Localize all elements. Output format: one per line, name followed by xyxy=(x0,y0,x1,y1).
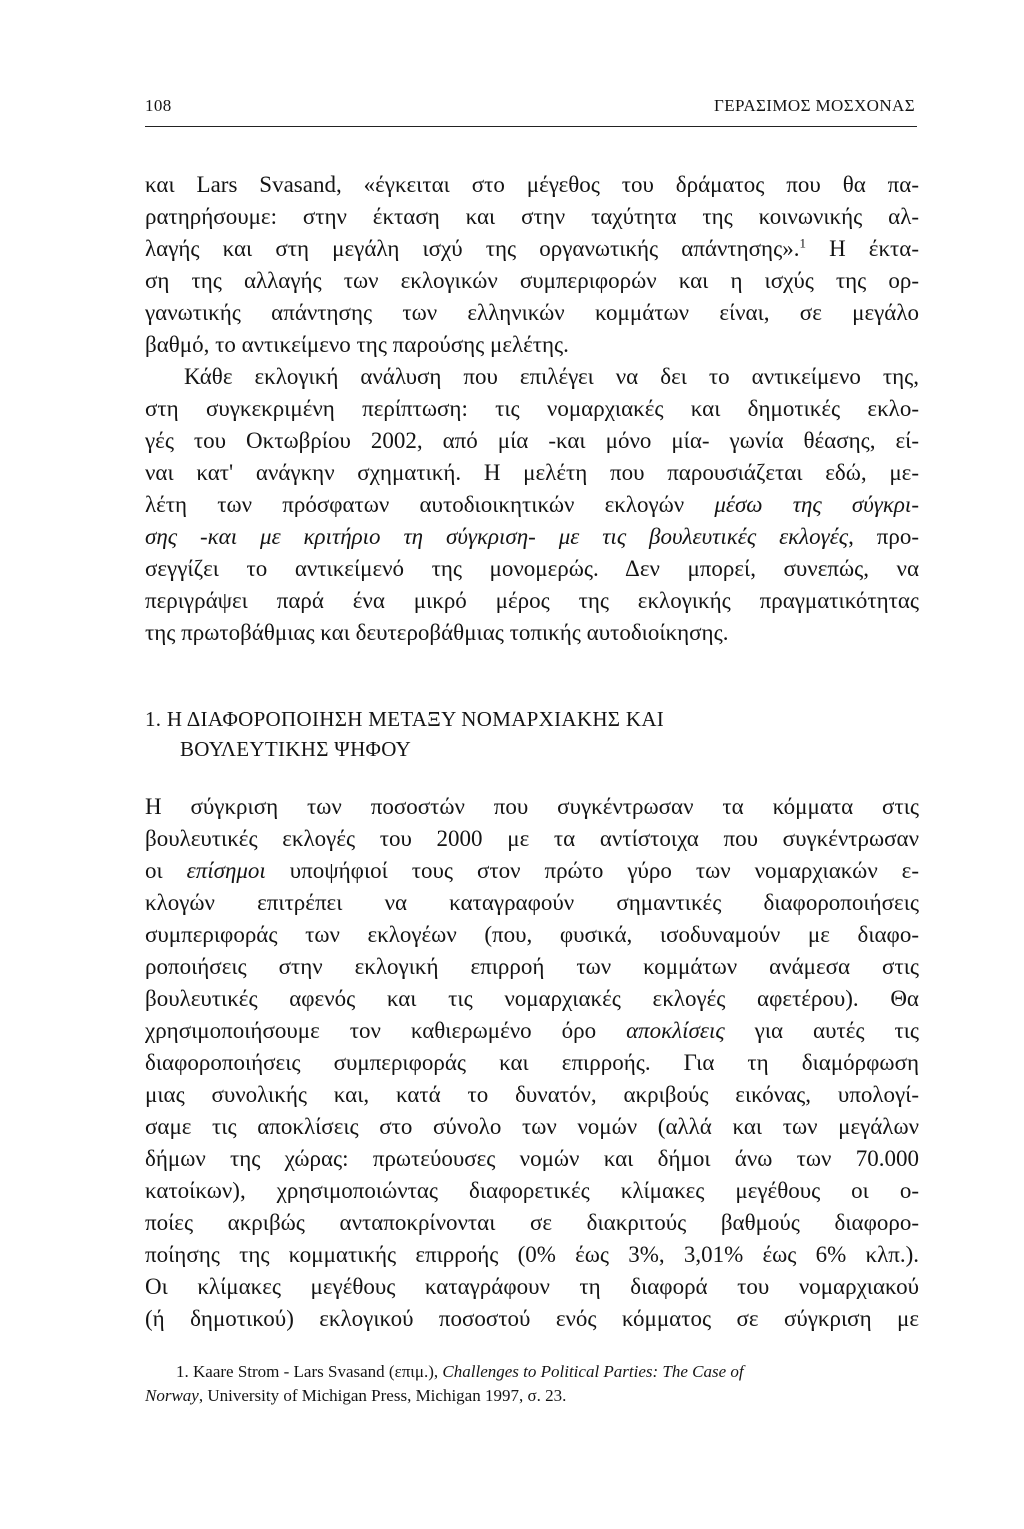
paragraph-line: δήμων της χώρας: πρωτεύουσες νομών και δήμοι άνω των 70.000 xyxy=(145,1146,919,1171)
header-rule xyxy=(145,126,917,127)
paragraph-line: μιας συνολικής και, κατά το δυνατόν, ακριβούς εικόνας, υπολογί- xyxy=(145,1082,919,1107)
line-text: για αυτές τις xyxy=(724,1018,919,1043)
paragraph-line: ροποιήσεις στην εκλογική επιρροή των κομμάτων ανάμεσα στις xyxy=(145,954,919,979)
footnote-text: 1. Kaare Strom - Lars Svasand (επιμ.), xyxy=(176,1362,443,1381)
paragraph-line xyxy=(145,1016,919,1046)
paragraph-line: διαφοροποιήσεις συμπεριφοράς και επιρροής. Για τη διαμόρφωση xyxy=(145,1050,919,1075)
paragraph-line: ση της αλλαγής των εκλογικών συμπεριφορών και η ισχύς της ορ- xyxy=(145,268,919,293)
section-heading: ΒΟΥΛΕΥΤΙΚΗΣ ΨΗΦΟΥ xyxy=(180,737,412,761)
paragraph-line: της πρωτοβάθμιας και δευτεροβάθμιας τοπικής αυτοδιοίκησης. xyxy=(145,620,729,645)
paragraph-line xyxy=(145,234,919,264)
paragraph-line: (ή δημοτικού) εκλογικού ποσοστού ενός κόμματος σε σύγκριση με xyxy=(145,1306,919,1331)
paragraph-line: Οι κλίμακες μεγέθους καταγράφουν τη διαφορά του νομαρχιακού xyxy=(145,1274,919,1299)
line-text: οι xyxy=(145,858,187,883)
paragraph-line: ποίησης της κομματικής επιρροής (0% έως 3%, 3,01% έως 6% κλπ.). xyxy=(145,1242,919,1267)
paragraph-line: κλογών επιτρέπει να καταγραφούν σημαντικές διαφοροποιήσεις xyxy=(145,890,919,915)
paragraph-line: γές του Οκτωβρίου 2002, από μία -και μόνο μία- γωνία θέασης, εί- xyxy=(145,428,919,453)
line-text: λαγής και στη μεγάλη ισχύ της οργανωτικής απάντησης». xyxy=(145,236,800,261)
paragraph-line xyxy=(145,490,919,520)
paragraph-line xyxy=(145,522,919,552)
italic-text: επίσημοι xyxy=(186,858,266,883)
paragraph-line: στη συγκεκριμένη περίπτωση: τις νομαρχιακές και δημοτικές εκλο- xyxy=(145,396,919,421)
footnote-title: Challenges to Political Parties: The Case of xyxy=(442,1362,744,1381)
paragraph-line: περιγράψει παρά ένα μικρό μέρος της εκλογικής πραγματικότητας xyxy=(145,588,919,613)
footnote-marker: 1 xyxy=(799,235,806,251)
line-text: λέτη των πρόσφατων αυτοδιοικητικών εκλογών xyxy=(145,492,715,517)
paragraph-line: ρατηρήσουμε: στην έκταση και στην ταχύτητα της κοινωνικής αλ- xyxy=(145,204,919,229)
line-text: Η έκτα- xyxy=(805,236,920,261)
paragraph-line: Κάθε εκλογική ανάλυση που επιλέγει να δει το αντικείμενο της, xyxy=(184,364,919,389)
footnote-title: Norway xyxy=(145,1386,199,1405)
line-text: , προ- xyxy=(848,524,919,549)
footnote-text: , University of Michigan Press, Michigan 1997, σ. 23. xyxy=(198,1386,567,1405)
line-text: χρησιμοποιήσουμε τον καθιερωμένο όρο xyxy=(145,1018,627,1043)
paragraph-line xyxy=(145,856,919,886)
italic-text: αποκλίσεις xyxy=(626,1018,725,1043)
footnote xyxy=(176,1360,916,1384)
running-head-author: ΓΕΡΑΣΙΜΟΣ ΜΟΣΧΟΝΑΣ xyxy=(714,96,915,115)
paragraph-line: ποίες ακριβώς ανταποκρίνονται σε διακριτούς βαθμούς διαφορο- xyxy=(145,1210,919,1235)
paragraph-line: ναι κατ' ανάγκην σχηματική. Η μελέτη που παρουσιάζεται εδώ, με- xyxy=(145,460,919,485)
paragraph-line: κατοίκων), χρησιμοποιώντας διαφορετικές κλίμακες μεγέθους οι ο- xyxy=(145,1178,919,1203)
paragraph-line: βουλευτικές εκλογές του 2000 με τα αντίστοιχα που συγκέντρωσαν xyxy=(145,826,919,851)
page-number: 108 xyxy=(145,96,172,115)
section-heading: 1. Η ΔΙΑΦΟΡΟΠΟΙΗΣΗ ΜΕΤΑΞΥ ΝΟΜΑΡΧΙΑΚΗΣ ΚΑΙ xyxy=(145,707,665,731)
running-header xyxy=(145,96,915,124)
footnote xyxy=(145,1384,885,1408)
paragraph-line: σαμε τις αποκλίσεις στο σύνολο των νομών (αλλά και των μεγάλων xyxy=(145,1114,919,1139)
paragraph-line: σεγγίζει το αντικείμενό της μονομερώς. Δεν μπορεί, συνεπώς, να xyxy=(145,556,919,581)
paragraph-line: συμπεριφοράς των εκλογέων (που, φυσικά, ισοδυναμούν με διαφο- xyxy=(145,922,919,947)
paragraph-line: γανωτικής απάντησης των ελληνικών κομμάτων είναι, σε μεγάλο xyxy=(145,300,919,325)
italic-text: σης -και με κριτήριο τη σύγκριση- με τις βουλευτικές εκλογές xyxy=(145,524,849,549)
paragraph-line: βουλευτικές αφενός και τις νομαρχιακές εκλογές αφετέρου). Θα xyxy=(145,986,919,1011)
paragraph-line: Η σύγκριση των ποσοστών που συγκέντρωσαν τα κόμματα στις xyxy=(145,794,919,819)
paragraph-line: και Lars Svasand, «έγκειται στο μέγεθος του δράματος που θα πα- xyxy=(145,172,919,197)
paragraph-line: βαθμό, το αντικείμενο της παρούσης μελέτης. xyxy=(145,332,569,357)
line-text: υποψήφιοί τους στον πρώτο γύρο των νομαρχιακών ε- xyxy=(265,858,919,883)
italic-text: μέσω της σύγκρι- xyxy=(714,492,919,517)
